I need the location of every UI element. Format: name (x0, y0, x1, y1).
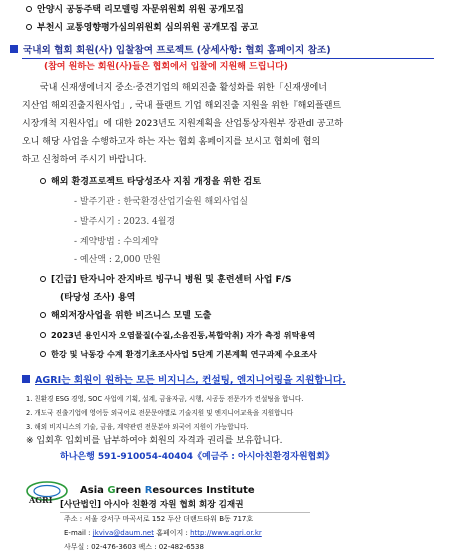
circle-bullet-icon (26, 6, 32, 12)
project-title: [긴급] 탄자니아 잔지바르 빙구니 병원 및 훈련센터 사업 F/S (40, 276, 291, 285)
project-detail: - 계약방법 : 수의계약 (74, 237, 159, 247)
project-detail: - 발주시기 : 2023. 4월경 (74, 217, 176, 227)
paragraph-line: 시장개척 지원사업』에 대한 2023년도 지원계획을 산업통상자원부 장관dl 공고하 (22, 119, 343, 129)
email-link[interactable]: jkviva@daum.net (92, 529, 154, 537)
paragraph-line: 지산업 해외진출지원사업」, 국내 플랜트 기업 해외진출 지원을 위한『해외플랜트 (22, 101, 342, 111)
circle-bullet-icon (40, 351, 46, 357)
circle-bullet-icon (40, 332, 46, 338)
circle-bullet-icon (40, 276, 46, 282)
section2-heading: AGRI는 회원이 원하는 모든 비지니스, 컨설팅, 엔지니어링을 지원합니다. (22, 376, 346, 386)
project-detail: - 발주기관 : 한국환경산업기술원 해외사업실 (74, 197, 249, 207)
org-english-name: Asia Green Resources Institute (80, 485, 255, 496)
circle-bullet-icon (40, 312, 46, 318)
square-bullet-icon (10, 45, 18, 53)
project-detail: - 예산액 : 2,000 만원 (74, 255, 161, 265)
section1-heading: 국내외 협회 회원(사) 입찰참여 프로젝트 (상세사항: 협회 홈페이지 참조) (10, 46, 331, 56)
project-title: 한강 및 낙동강 수계 환경기초조사사업 5단계 기본계획 연구과제 수요조사 (40, 350, 317, 358)
top-item: 부천시 교통영향평가심의위원회 심의위원 공개모집 공고 (26, 24, 258, 33)
project-title: 2023년 용인시자 오염물질(수질,소음진동,복합악취) 자가 측정 위탁용역 (40, 331, 315, 339)
bank-account: 하나은행 591-910054-40404《예금주 : 아시아친환경자원협회》 (60, 452, 334, 462)
section1-subnote: (참여 원하는 회원(사)들은 협회에서 입찰에 지원해 드립니다) (44, 62, 288, 72)
contact-line: E-mail : jkviva@daum.net 홈페이지 : http://www.agri.or.kr (64, 529, 262, 537)
paragraph-line: 하고 신청하여 주시기 바랍니다. (22, 155, 147, 165)
homepage-link[interactable]: http://www.agri.or.kr (190, 529, 262, 537)
phone-line: 사무실 : 02-476-3603 팩스 : 02-482-6538 (64, 543, 204, 551)
logo-text: AGRI (29, 495, 53, 505)
org-korean-name: [사단법인] 아시아 친환경 자원 협회 회장 김재권 (60, 500, 244, 510)
project-title: 해외저장사업을 위한 비즈니스 모델 도출 (40, 312, 211, 321)
paragraph-line: 오니 해당 사업을 수행하고자 하는 자는 협회 홈페이지를 보시고 협회에 협의 (22, 137, 321, 147)
circle-bullet-icon (40, 178, 46, 184)
footer-divider (60, 512, 310, 513)
service-item: 1. 친환경 ESG 경영, SOC 사업에 기획, 설계, 금융자금, 시행, 시공등 전문가가 컨설팅을 합니다. (26, 395, 304, 403)
heading-underline (22, 58, 434, 59)
paragraph-line: 국내 신재생에너지 중소·중견기업의 해외진출 활성화를 위한「신재생에너 (40, 83, 327, 93)
service-item: 2. 개도국 진출기업에 영어등 외국어로 전문문야별로 기술지원 및 엔지니어교육을 지원합니다 (26, 409, 294, 417)
top-item: 안양시 공동주택 리모델링 자문위원회 위원 공개모집 (26, 6, 244, 15)
project-title: 해외 환경프로젝트 타당성조사 지침 개정을 위한 검토 (40, 178, 261, 187)
circle-bullet-icon (26, 24, 32, 30)
membership-note: ※ 입회후 입회비를 납부하여야 회원의 자격과 권리를 보유합니다. (26, 436, 283, 446)
square-bullet-icon (22, 375, 30, 383)
project-title-continued: (타당성 조사) 용역 (60, 293, 136, 303)
service-item: 3. 해외 비지니스의 기술, 금융, 계약관련 전문분야 외국어 지원이 가능합니다. (26, 423, 249, 431)
address: 주소 : 서울 강서구 마곡서로 152 두산 더랜드타워 B동 717호 (64, 515, 254, 523)
